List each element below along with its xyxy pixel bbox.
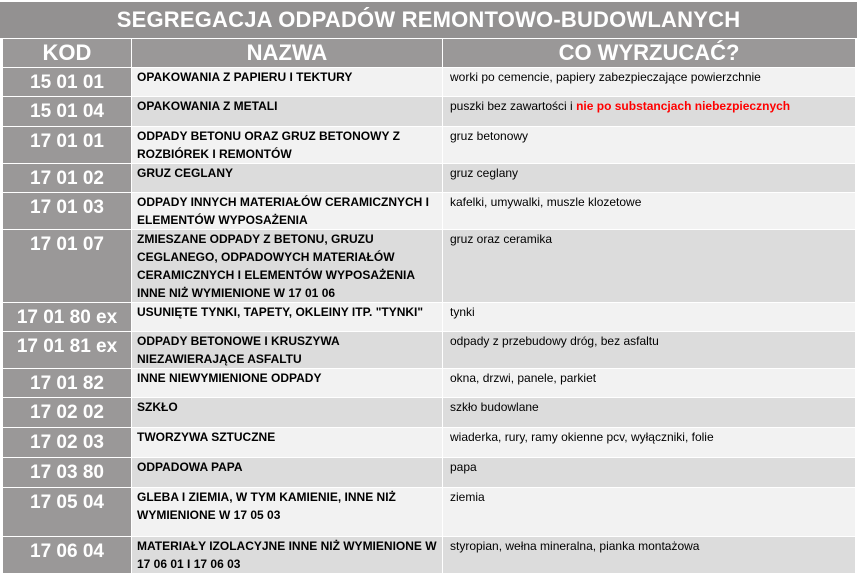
waste-code: 15 01 04: [3, 97, 132, 127]
what-to-dispose-cell: [443, 68, 856, 97]
table-row: [3, 369, 856, 398]
column-header-kod: KOD: [3, 39, 132, 68]
waste-name: SZKŁO: [132, 398, 443, 428]
table-row: [3, 332, 856, 369]
what-to-dispose-text: puszki bez zawartości i: [450, 99, 573, 113]
what-to-dispose-text: ziemia: [450, 490, 485, 504]
waste-name: GRUZ CEGLANY: [132, 164, 443, 193]
waste-name: ODPADY BETONOWE I KRUSZYWA NIEZAWIERAJĄCE ASFALTU: [132, 332, 443, 369]
what-to-dispose-cell: [443, 458, 856, 488]
what-to-dispose-text: wiaderka, rury, ramy okienne pcv, wyłączniki, folie: [450, 430, 714, 444]
table-row: [3, 303, 856, 332]
waste-code: 17 01 01: [3, 127, 132, 164]
table-row: [3, 488, 856, 537]
waste-name: ODPADY BETONU ORAZ GRUZ BETONOWY Z ROZBIÓREK I REMONTÓW: [132, 127, 443, 164]
waste-name: ODPADOWA PAPA: [132, 458, 443, 488]
waste-code: 17 01 80 ex: [3, 303, 132, 332]
what-to-dispose-cell: [443, 193, 856, 230]
waste-code: 17 02 03: [3, 428, 132, 458]
what-to-dispose-cell: [443, 428, 856, 458]
waste-name: USUNIĘTE TYNKI, TAPETY, OKLEINY ITP. "TYNKI": [132, 303, 443, 332]
what-to-dispose-cell: [443, 537, 856, 574]
table-header-row: [3, 39, 856, 68]
waste-name: ZMIESZANE ODPADY Z BETONU, GRUZU CEGLANEGO, ODPADOWYCH MATERIAŁÓW CERAMICZNYCH I ELEMENTÓW WYPOSAŻENIA INNE NIŻ WYMIENIONE W 17 01 06: [132, 230, 443, 303]
table-row: [3, 230, 856, 303]
what-to-dispose-cell: [443, 332, 856, 369]
waste-name: GLEBA I ZIEMIA, W TYM KAMIENIE, INNE NIŻ WYMIENIONE W 17 05 03: [132, 488, 443, 537]
waste-code: 17 05 04: [3, 488, 132, 537]
waste-name: ODPADY INNYCH MATERIAŁÓW CERAMICZNYCH I ELEMENTÓW WYPOSAŻENIA: [132, 193, 443, 230]
what-to-dispose-text: szkło budowlane: [450, 400, 539, 414]
table-row: [3, 68, 856, 97]
what-to-dispose-cell: [443, 127, 856, 164]
table-row: [3, 127, 856, 164]
table-row: [3, 398, 856, 428]
waste-code: 17 06 04: [3, 537, 132, 574]
waste-name: MATERIAŁY IZOLACYJNE INNE NIŻ WYMIENIONE W 17 06 01 I 17 06 03: [132, 537, 443, 574]
what-to-dispose-cell: [443, 488, 856, 537]
waste-code: 17 01 82: [3, 369, 132, 398]
what-to-dispose-text: kafelki, umywalki, muszle klozetowe: [450, 195, 642, 209]
table-row: [3, 537, 856, 574]
what-to-dispose-text: okna, drzwi, panele, parkiet: [450, 371, 597, 385]
what-to-dispose-text: gruz ceglany: [450, 166, 519, 180]
waste-name: OPAKOWANIA Z METALI: [132, 97, 443, 127]
what-to-dispose-text: papa: [450, 460, 477, 474]
table-body: [3, 68, 856, 574]
what-to-dispose-text: tynki: [450, 305, 475, 319]
what-to-dispose-text: odpady z przebudowy dróg, bez asfaltu: [450, 334, 659, 348]
waste-table: [2, 38, 856, 574]
table-row: [3, 428, 856, 458]
table-row: [3, 164, 856, 193]
what-to-dispose-cell: [443, 97, 856, 127]
waste-code: 17 03 80: [3, 458, 132, 488]
what-to-dispose-cell: [443, 398, 856, 428]
waste-code: 17 01 03: [3, 193, 132, 230]
what-to-dispose-text: gruz betonowy: [450, 129, 529, 143]
column-header-nazwa: NAZWA: [132, 39, 443, 68]
what-to-dispose-cell: [443, 303, 856, 332]
what-to-dispose-cell: [443, 369, 856, 398]
what-to-dispose-cell: [443, 164, 856, 193]
column-header-co-wyrzucac: CO WYRZUCAĆ?: [443, 39, 856, 68]
what-to-dispose-cell: [443, 230, 856, 303]
what-to-dispose-text: gruz oraz ceramika: [450, 232, 553, 246]
waste-code: 17 01 81 ex: [3, 332, 132, 369]
waste-code: 17 02 02: [3, 398, 132, 428]
waste-name: INNE NIEWYMIENIONE ODPADY: [132, 369, 443, 398]
page-title: SEGREGACJA ODPADÓW REMONTOWO-BUDOWLANYCH: [0, 2, 857, 38]
waste-code: 17 01 02: [3, 164, 132, 193]
table-row: [3, 458, 856, 488]
what-to-dispose-text: styropian, wełna mineralna, pianka montażowa: [450, 539, 700, 553]
waste-name: TWORZYWA SZTUCZNE: [132, 428, 443, 458]
table-row: [3, 193, 856, 230]
table-row: [3, 97, 856, 127]
what-to-dispose-text: worki po cemencie, papiery zabezpieczające powierzchnie: [450, 70, 761, 84]
waste-name: OPAKOWANIA Z PAPIERU I TEKTURY: [132, 68, 443, 97]
waste-code: 17 01 07: [3, 230, 132, 303]
waste-code: 15 01 01: [3, 68, 132, 97]
warning-text: nie po substancjach niebezpiecznych: [576, 99, 791, 113]
